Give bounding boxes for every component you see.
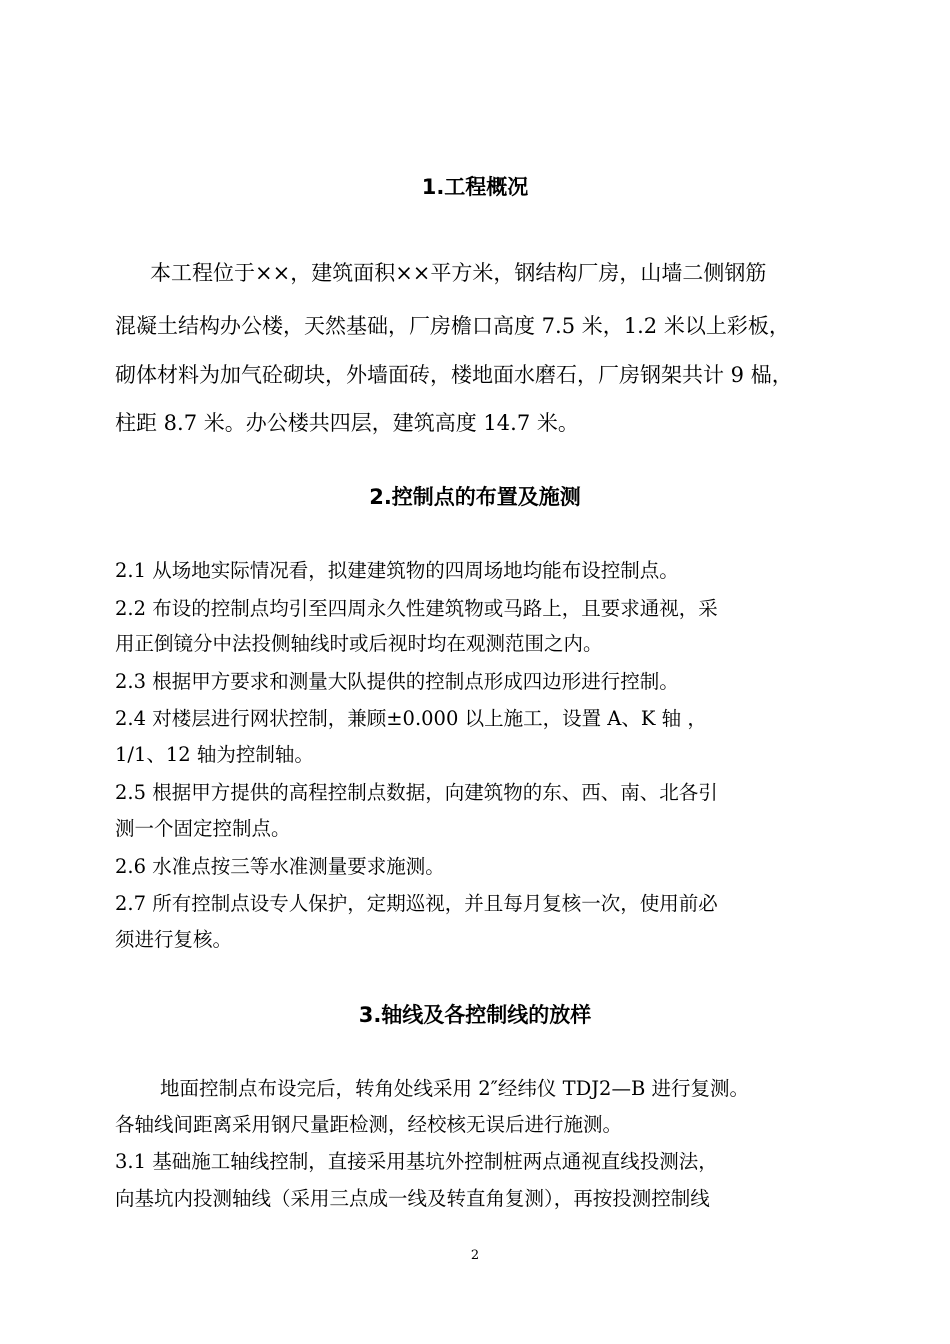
section-3-line-3: 3.1 基础施工轴线控制，直接采用基坑外控制桩两点通视直线投测法， (115, 1150, 718, 1173)
section-1-line-2: 混凝土结构办公楼，天然基础，厂房檐口高度 7.5 米，1.2 米以上彩板， (115, 314, 790, 338)
section-2-line-8: 测一个固定控制点。 (115, 817, 291, 840)
section-1-line-1: 本工程位于××，建筑面积××平方米，钢结构厂房，山墙二侧钢筋 (150, 261, 767, 285)
section-2-line-9: 2.6 水准点按三等水准测量要求施测。 (115, 855, 445, 878)
section-2-heading: 2.控制点的布置及施测 (369, 485, 581, 509)
section-2-line-7: 2.5 根据甲方提供的高程控制点数据，向建筑物的东、西、南、北各引 (115, 781, 718, 804)
section-1-line-3: 砌体材料为加气砼砌块，外墙面砖，楼地面水磨石，厂房钢架共计 9 榀， (115, 363, 793, 387)
section-3-heading: 3.轴线及各控制线的放样 (358, 1003, 592, 1027)
section-2-line-6: 1/1、12 轴为控制轴。 (115, 743, 314, 766)
section-3-line-1: 地面控制点布设完后，转角处线采用 2″经纬仪 TDJ2—B 进行复测。 (160, 1077, 749, 1100)
page-number: 2 (470, 1248, 480, 1263)
section-2-line-11: 须进行复核。 (115, 928, 233, 951)
section-1-heading: 1.工程概况 (421, 175, 529, 199)
section-2-line-4: 2.3 根据甲方要求和测量大队提供的控制点形成四边形进行控制。 (115, 670, 679, 693)
section-2-line-3: 用正倒镜分中法投侧轴线时或后视时均在观测范围之内。 (115, 632, 603, 655)
section-1-line-4: 柱距 8.7 米。办公楼共四层，建筑高度 14.7 米。 (115, 411, 579, 435)
section-3-line-2: 各轴线间距离采用钢尺量距检测，经校核无误后进行施测。 (115, 1113, 623, 1136)
section-2-line-2: 2.2 布设的控制点均引至四周永久性建筑物或马路上，且要求通视，采 (115, 597, 718, 620)
section-2-line-5: 2.4 对楼层进行网状控制，兼顾±0.000 以上施工，设置 A、K 轴 ， (115, 707, 707, 730)
section-2-line-10: 2.7 所有控制点设专人保护，定期巡视，并且每月复核一次，使用前必 (115, 892, 718, 915)
section-2-line-1: 2.1 从场地实际情况看，拟建建筑物的四周场地均能布设控制点。 (115, 559, 679, 582)
section-3-line-4: 向基坑内投测轴线（采用三点成一线及转直角复测），再按投测控制线 (115, 1187, 710, 1210)
